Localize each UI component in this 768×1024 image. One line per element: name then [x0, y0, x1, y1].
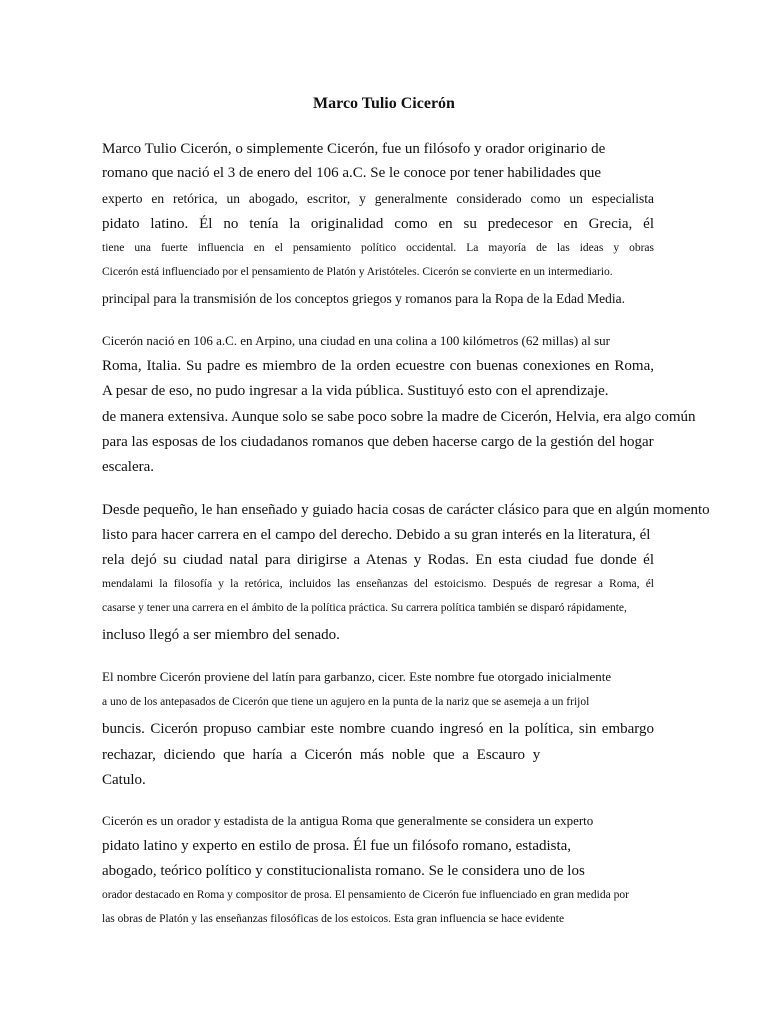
text-line: mendalami la filosofía y la retórica, incluidos las enseñanzas del estoicismo. Después de regresar a Roma, él [102, 578, 654, 590]
text-line: Catulo. [102, 772, 146, 788]
text-line: Cicerón es un orador y estadista de la antigua Roma que generalmente se considera un experto [102, 813, 594, 828]
document-title: Marco Tulio Cicerón [313, 95, 455, 112]
text-line: Cicerón nació en 106 a.C. en Arpino, una ciudad en una colina a 100 kilómetros (62 millas) al sur [102, 333, 610, 348]
text-line: tiene una fuerte influencia en el pensamiento político occidental. La mayoría de las ideas y obras [102, 242, 654, 254]
text-line: orador destacado en Roma y compositor de prosa. El pensamiento de Cicerón fue influenciado en gran medida por [102, 889, 629, 901]
text-line: las obras de Platón y las enseñanzas filosóficas de los estoicos. Esta gran influencia se hace evidente [102, 913, 565, 925]
text-line: pidato latino y experto en estilo de prosa. Él fue un filósofo romano, estadista, [102, 838, 572, 854]
text-line: abogado, teórico político y constitucionalista romano. Se le considera uno de los [102, 863, 585, 879]
text-line: de manera extensiva. Aunque solo se sabe poco sobre la madre de Cicerón, Helvia, era algo común [102, 409, 696, 425]
text-line: experto en retórica, un abogado, escritor, y generalmente considerado como un especialista [102, 191, 654, 206]
text-line: a uno de los antepasados de Cicerón que tiene un agujero en la punta de la nariz que se asemeja a un frijol [102, 696, 590, 708]
text-line: para las esposas de los ciudadanos romanos que deben hacerse cargo de la gestión del hogar [102, 434, 654, 450]
text-line: Roma, Italia. Su padre es miembro de la orden ecuestre con buenas conexiones en Roma, [102, 358, 654, 374]
text-line: buncis. Cicerón propuso cambiar este nombre cuando ingresó en la política, sin embargo [102, 721, 654, 737]
text-line: A pesar de eso, no pudo ingresar a la vida pública. Sustituyó esto con el aprendizaje. [102, 383, 609, 399]
text-line: principal para la transmisión de los conceptos griegos y romanos para la Ropa de la Edad Media. [102, 291, 625, 306]
text-line: escalera. [102, 459, 155, 475]
text-line: pidato latino. Él no tenía la originalidad como en su predecesor en Grecia, él [102, 216, 654, 232]
text-line: romano que nació el 3 de enero del 106 a.C. Se le conoce por tener habilidades que [102, 165, 601, 181]
text-line: Marco Tulio Cicerón, o simplemente Cicerón, fue un filósofo y orador originario de [102, 141, 606, 157]
text-line: El nombre Cicerón proviene del latín para garbanzo, cicer. Este nombre fue otorgado inicialmente [102, 669, 612, 684]
text-line: incluso llegó a ser miembro del senado. [102, 627, 340, 643]
text-line: Desde pequeño, le han enseñado y guiado hacia cosas de carácter clásico para que en algún momento [102, 502, 710, 518]
text-line: listo para hacer carrera en el campo del derecho. Debido a su gran interés en la literatura, él [102, 527, 651, 543]
text-line: casarse y tener una carrera en el ámbito de la política práctica. Su carrera política también se disparó rápidamente, [102, 602, 627, 614]
text-line: rechazar, diciendo que haría a Cicerón más noble que a Escauro y [102, 747, 541, 763]
text-line: rela dejó su ciudad natal para dirigirse a Atenas y Rodas. En esta ciudad fue donde él [102, 552, 654, 568]
text-line: Cicerón está influenciado por el pensamiento de Platón y Aristóteles. Cicerón se convierte en un intermediario. [102, 266, 613, 278]
